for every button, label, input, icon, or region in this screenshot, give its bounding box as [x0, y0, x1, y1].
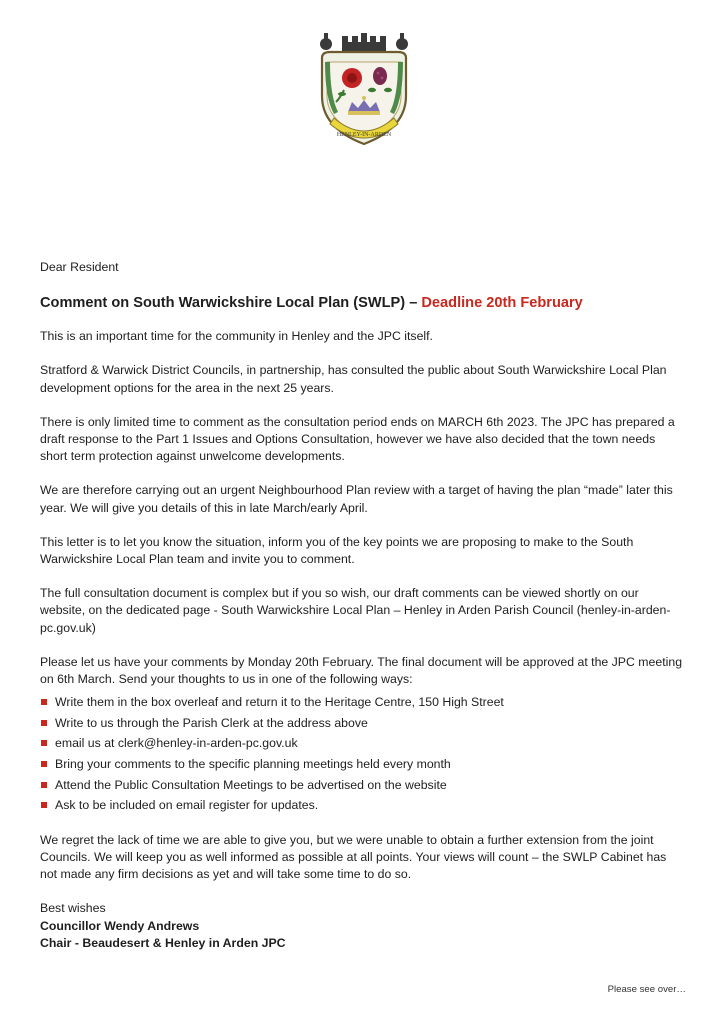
- heading-deadline: Deadline 20th February: [421, 295, 583, 312]
- red-square-bullet-icon: [41, 802, 47, 808]
- list-item: Ask to be included on email register for updates.: [40, 795, 684, 816]
- paragraph: We are therefore carrying out an urgent Neighbourhood Plan review with a target of having the plan “made” later this year. We will give you details of this in late March/early April.: [40, 483, 673, 515]
- contact-ways-list: [40, 692, 684, 816]
- list-item: email us at clerk@henley-in-arden-pc.gov.uk: [40, 733, 684, 754]
- paragraph: This letter is to let you know the situation, inform you of the key points we are proposing to make to the South Warwickshire Local Plan team and invite you to comment.: [40, 534, 634, 567]
- please-see-over-note: Please see over…: [607, 984, 686, 995]
- signatory-title: Chair - Beaudesert & Henley in Arden JPC: [40, 935, 286, 950]
- red-square-bullet-icon: [41, 761, 47, 767]
- closing-paragraph: We regret the lack of time we are able to give you, but we were unable to obtain a further extension from the joint Councils. We will keep you as well informed as possible at all points. Your views will count – the SWLP Cabinet has not made any firm decisions as yet and will take some time to do so.: [40, 832, 667, 882]
- castle-icon: [320, 33, 408, 52]
- letter-heading: [40, 293, 684, 313]
- list-item: Attend the Public Consultation Meetings to be advertised on the website: [40, 775, 684, 796]
- paragraph: Stratford & Warwick District Councils, in partnership, has consulted the public about South Warwickshire Local Plan development options for the area in the next 25 years.: [40, 363, 667, 395]
- red-square-bullet-icon: [41, 699, 47, 705]
- sign-off: Best wishes: [40, 901, 106, 916]
- paragraph: The full consultation document is complex but if you so wish, our draft comments can be viewed shortly on our website, on the dedicated page - South Warwickshire Local Plan – Henley in Arden Parish Council (henley-in-arden-pc.gov.uk): [40, 586, 671, 635]
- paragraph: There is only limited time to comment as the consultation period ends on MARCH 6th 2023. The JPC has prepared a draft response to the Part 1 Issues and Options Consultation, however we have also decided that the town needs short term protection against unwelcome developments.: [40, 414, 675, 464]
- list-item: Bring your comments to the specific planning meetings held every month: [40, 754, 684, 775]
- red-square-bullet-icon: [41, 720, 47, 726]
- paragraph: Please let us have your comments by Monday 20th February. The final document will be approved at the JPC meeting on 6th March. Send your thoughts to us in one of the following ways:: [40, 654, 683, 687]
- list-item: Write them in the box overleaf and return it to the Heritage Centre, 150 High Street: [40, 692, 684, 713]
- letter-body: [40, 259, 684, 952]
- heading-title: Comment on South Warwickshire Local Plan (SWLP) –: [40, 295, 422, 312]
- council-crest-logo: [312, 28, 416, 150]
- red-square-bullet-icon: [41, 782, 47, 788]
- signatory-name: Councillor Wendy Andrews: [40, 918, 200, 933]
- salutation: Dear Resident: [40, 260, 119, 274]
- list-item: Write to us through the Parish Clerk at the address above: [40, 713, 684, 734]
- paragraph: This is an important time for the community in Henley and the JPC itself.: [40, 329, 433, 344]
- red-square-bullet-icon: [41, 740, 47, 746]
- crest-motto: HENLEY-IN-ARDEN: [336, 132, 392, 138]
